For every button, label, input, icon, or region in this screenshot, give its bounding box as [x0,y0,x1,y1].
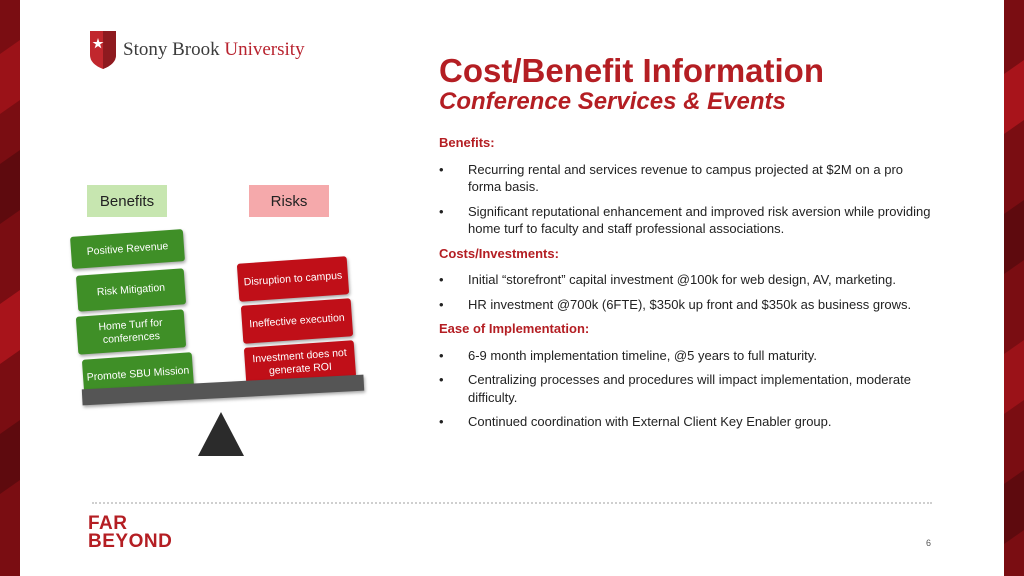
risk-block-ineffective-execution: Ineffective execution [241,298,353,344]
footer-divider [92,502,932,504]
benefit-block-promote-sbu: Promote SBU Mission [82,352,194,396]
shield-icon [90,31,116,69]
right-decorative-band [1004,0,1024,576]
list-item: • Recurring rental and services revenue to campus projected at $2M on a pro forma basis. [439,161,904,194]
benefits-heading: Benefits: [439,135,495,150]
risk-block-disruption: Disruption to campus [237,256,349,302]
benefit-block-risk-mitigation: Risk Mitigation [76,268,186,311]
benefit-block-positive-revenue: Positive Revenue [70,229,185,269]
list-item: • Significant reputational enhancement and improved risk aversion while providing home turf to faculty and staff professional associations. [439,203,931,236]
benefit-block-home-turf: Home Turf for conferences [76,309,186,354]
page-subtitle: Conference Services & Events [439,88,786,115]
far-beyond-logo: FAR BEYOND [88,513,173,552]
costs-heading: Costs/Investments: [439,245,559,261]
risk-block-investment-roi: Investment does not generate ROI [244,340,356,385]
slide [20,0,1004,576]
page-number: 6 [926,538,932,548]
ease-heading: Ease of Implementation: [439,321,590,336]
list-item: • Initial “storefront” capital investment @100k for web design, AV, marketing. [439,272,896,287]
list-item: • HR investment @700k (6FTE), $350k up front and $350k as business grows. [439,296,912,312]
logo-wordmark: Stony Brook University [123,39,305,60]
benefits-label: Benefits [87,185,167,217]
list-item: • Centralizing processes and procedures will impact implementation, moderate difficulty. [439,372,911,405]
university-logo [90,31,305,69]
left-decorative-band [0,0,20,576]
risks-label: Risks [249,185,329,217]
scale-fulcrum-icon [198,412,244,456]
list-item: • Continued coordination with External Client Key Enabler group. [439,414,832,429]
page-title: Cost/Benefit Information [439,52,824,89]
content-area [439,134,939,438]
list-item: • 6-9 month implementation timeline, @5 years to full maturity. [439,347,817,363]
